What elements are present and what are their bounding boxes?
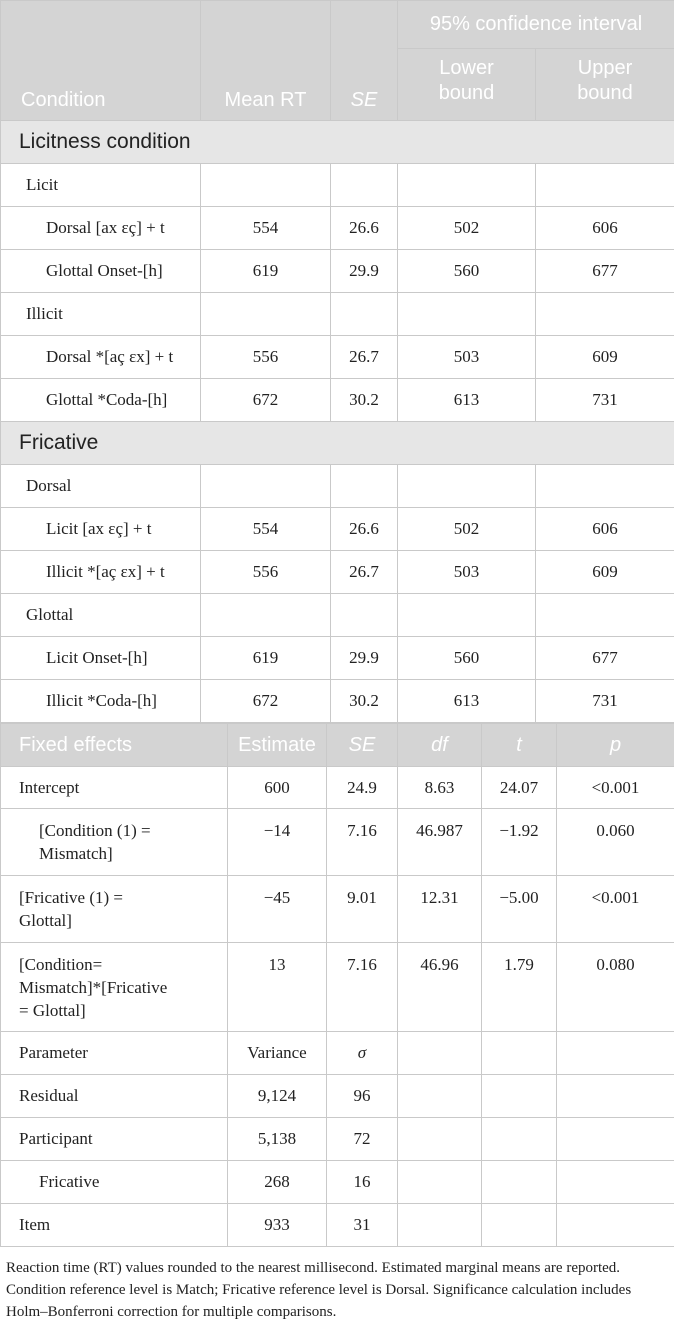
lower-bound-value: 503 (398, 551, 536, 594)
df-value: 8.63 (398, 767, 482, 809)
table-row (1, 1118, 674, 1161)
variance-value: 933 (228, 1204, 327, 1247)
upper-bound-value: 606 (536, 508, 674, 551)
mean-rt-value: 672 (201, 680, 331, 723)
empty-cell (398, 465, 536, 508)
se-value: 7.16 (327, 809, 398, 876)
sigma-value: 31 (327, 1204, 398, 1247)
empty-cell (201, 465, 331, 508)
se-value: 24.9 (327, 767, 398, 809)
empty-cell (557, 1032, 674, 1075)
header-df: df (398, 724, 482, 767)
p-value: <0.001 (557, 767, 674, 809)
row-label: Glottal Onset-[h] (1, 250, 201, 293)
effect-label-line: Intercept (19, 778, 80, 797)
p-value: <0.001 (557, 876, 674, 943)
empty-cell (482, 1204, 557, 1247)
empty-cell (536, 594, 674, 637)
row-label: Licit [ax εç] + t (1, 508, 201, 551)
empty-cell (331, 594, 398, 637)
header-lower-bound: Lower bound (398, 49, 536, 121)
effect-label-line: [Condition= (19, 954, 103, 974)
empty-cell (482, 1032, 557, 1075)
empty-cell (398, 1204, 482, 1247)
header-confidence-interval: 95% confidence interval (398, 1, 674, 49)
upper-bound-value: 609 (536, 336, 674, 379)
df-value: 12.31 (398, 876, 482, 943)
upper-bound-value: 677 (536, 637, 674, 680)
parameter-label: Participant (1, 1118, 228, 1161)
t-value: 1.79 (482, 943, 557, 1032)
effect-label (1, 876, 228, 943)
row-label: Dorsal [ax εç] + t (1, 207, 201, 250)
parameter-label: Item (1, 1204, 228, 1247)
header-p: p (557, 724, 674, 767)
table-row (1, 637, 674, 680)
empty-cell (398, 1032, 482, 1075)
empty-cell (398, 164, 536, 207)
empty-cell (536, 164, 674, 207)
fixed-effects-body (1, 767, 674, 1247)
mean-rt-value: 672 (201, 379, 331, 422)
lower-bound-value: 560 (398, 250, 536, 293)
lower-bound-value: 503 (398, 336, 536, 379)
effect-label-line: Glottal] (19, 911, 72, 930)
empty-cell (201, 164, 331, 207)
p-value: 0.080 (557, 943, 674, 1032)
table-row (1, 551, 674, 594)
header-sigma: σ (327, 1032, 398, 1075)
estimate-value: −14 (228, 809, 327, 876)
effect-label-line: = Glottal] (19, 1000, 86, 1020)
se-value: 30.2 (331, 680, 398, 723)
table-row (1, 876, 674, 943)
estimate-value: −45 (228, 876, 327, 943)
effect-label-line: [Fricative (1) = (19, 888, 123, 907)
header-parameter: Parameter (1, 1032, 228, 1075)
group-label: Illicit (1, 293, 201, 336)
group-label: Glottal (1, 594, 201, 637)
upper-bound-value: 606 (536, 207, 674, 250)
empty-cell (557, 1204, 674, 1247)
upper-bound-value: 731 (536, 680, 674, 723)
effect-label-line: Mismatch]*[Fricative (19, 977, 168, 997)
mean-rt-value: 619 (201, 250, 331, 293)
header-t: t (482, 724, 557, 767)
empty-cell (398, 293, 536, 336)
header-se: SE (331, 1, 398, 121)
se-value: 29.9 (331, 637, 398, 680)
empty-cell (398, 1118, 482, 1161)
variance-value: 268 (228, 1161, 327, 1204)
row-label: Illicit *Coda-[h] (1, 680, 201, 723)
group-row (1, 594, 674, 637)
empty-cell (331, 465, 398, 508)
parameter-label: Fricative (1, 1161, 228, 1204)
empty-cell (557, 1161, 674, 1204)
empty-cell (536, 293, 674, 336)
se-value: 9.01 (327, 876, 398, 943)
lower-bound-value: 613 (398, 379, 536, 422)
se-value: 26.6 (331, 508, 398, 551)
effect-label (1, 767, 228, 809)
sigma-value: 72 (327, 1118, 398, 1161)
df-value: 46.96 (398, 943, 482, 1032)
lower-bound-value: 613 (398, 680, 536, 723)
mean-rt-value: 556 (201, 336, 331, 379)
row-label: Licit Onset-[h] (1, 637, 201, 680)
effect-label (1, 943, 228, 1032)
table-note: Reaction time (RT) values rounded to the nearest millisecond. Estimated marginal means are reported. Condition reference level is Match; Fricative reference level is Dorsal. Significance calculation includes Holm–Bonferroni correction for multiple comparisons. (6, 1260, 632, 1320)
section-row (1, 121, 674, 164)
header-variance: Variance (228, 1032, 327, 1075)
sigma-value: 16 (327, 1161, 398, 1204)
header-mean-rt: Mean RT (201, 1, 331, 121)
row-label: Illicit *[aç εx] + t (1, 551, 201, 594)
section-title: Fricative (1, 422, 674, 465)
table-row (1, 767, 674, 809)
lower-bound-value: 502 (398, 207, 536, 250)
table-row (1, 250, 674, 293)
p-value: 0.060 (557, 809, 674, 876)
row-label: Glottal *Coda-[h] (1, 379, 201, 422)
se-value: 29.9 (331, 250, 398, 293)
lower-bound-value: 502 (398, 508, 536, 551)
se-value: 30.2 (331, 379, 398, 422)
table-row (1, 680, 674, 723)
mean-rt-value: 554 (201, 207, 331, 250)
t-value: −1.92 (482, 809, 557, 876)
mean-rt-value: 619 (201, 637, 331, 680)
fixed-effects-table (0, 723, 674, 1247)
variance-value: 9,124 (228, 1075, 327, 1118)
se-value: 7.16 (327, 943, 398, 1032)
header-fixed-effects: Fixed effects (1, 724, 228, 767)
t-value: 24.07 (482, 767, 557, 809)
table-row (1, 1204, 674, 1247)
table-row (1, 1075, 674, 1118)
group-row (1, 465, 674, 508)
table-row (1, 1161, 674, 1204)
empty-cell (536, 465, 674, 508)
empty-cell (201, 594, 331, 637)
marginal-means-body (1, 121, 674, 723)
df-value: 46.987 (398, 809, 482, 876)
estimate-value: 600 (228, 767, 327, 809)
se-value: 26.7 (331, 336, 398, 379)
table-row (1, 943, 674, 1032)
header-condition: Condition (1, 1, 201, 121)
header-estimate: Estimate (228, 724, 327, 767)
section-row (1, 422, 674, 465)
mean-rt-value: 556 (201, 551, 331, 594)
empty-cell (557, 1075, 674, 1118)
header-se-fixed: SE (327, 724, 398, 767)
t-value: −5.00 (482, 876, 557, 943)
empty-cell (482, 1075, 557, 1118)
table-row (1, 508, 674, 551)
upper-bound-value: 609 (536, 551, 674, 594)
group-row (1, 293, 674, 336)
effect-label (1, 809, 228, 876)
upper-bound-value: 731 (536, 379, 674, 422)
parameter-label: Residual (1, 1075, 228, 1118)
empty-cell (398, 1161, 482, 1204)
empty-cell (482, 1161, 557, 1204)
header-upper-bound: Upper bound (536, 49, 674, 121)
empty-cell (398, 1075, 482, 1118)
effect-label-line: Mismatch] (39, 844, 113, 863)
se-value: 26.7 (331, 551, 398, 594)
group-label: Dorsal (1, 465, 201, 508)
table-row (1, 379, 674, 422)
empty-cell (331, 293, 398, 336)
section-title: Licitness condition (1, 121, 674, 164)
se-value: 26.6 (331, 207, 398, 250)
empty-cell (482, 1118, 557, 1161)
random-effects-header (1, 1032, 674, 1075)
empty-cell (201, 293, 331, 336)
group-label: Licit (1, 164, 201, 207)
sigma-value: 96 (327, 1075, 398, 1118)
estimate-value: 13 (228, 943, 327, 1032)
effect-label-line: [Condition (1) = (39, 821, 151, 840)
variance-value: 5,138 (228, 1118, 327, 1161)
lower-bound-value: 560 (398, 637, 536, 680)
row-label: Dorsal *[aç εx] + t (1, 336, 201, 379)
mean-rt-value: 554 (201, 508, 331, 551)
table-row (1, 336, 674, 379)
table-row (1, 207, 674, 250)
empty-cell (398, 594, 536, 637)
group-row (1, 164, 674, 207)
empty-cell (557, 1118, 674, 1161)
empty-cell (331, 164, 398, 207)
table-row (1, 809, 674, 876)
upper-bound-value: 677 (536, 250, 674, 293)
